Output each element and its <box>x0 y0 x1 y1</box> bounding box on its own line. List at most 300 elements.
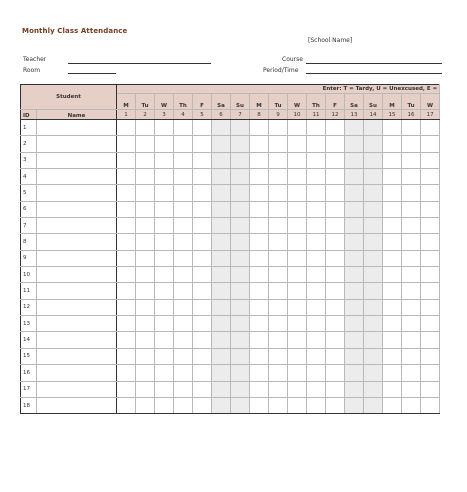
attendance-cell[interactable] <box>345 185 364 201</box>
attendance-cell[interactable] <box>288 397 307 413</box>
attendance-cell[interactable] <box>383 152 402 168</box>
attendance-cell[interactable] <box>136 316 155 332</box>
attendance-cell[interactable] <box>288 283 307 299</box>
attendance-cell[interactable] <box>174 283 193 299</box>
attendance-cell[interactable] <box>421 185 440 201</box>
attendance-cell[interactable] <box>250 169 269 185</box>
attendance-cell[interactable] <box>345 169 364 185</box>
attendance-cell[interactable] <box>269 348 288 364</box>
attendance-cell[interactable] <box>117 120 136 136</box>
attendance-cell[interactable] <box>421 218 440 234</box>
attendance-cell[interactable] <box>307 397 326 413</box>
attendance-cell[interactable] <box>155 201 174 217</box>
attendance-cell[interactable] <box>326 299 345 315</box>
attendance-cell[interactable] <box>269 250 288 266</box>
student-name-cell[interactable] <box>37 250 117 266</box>
attendance-cell[interactable] <box>345 365 364 381</box>
attendance-cell[interactable] <box>174 316 193 332</box>
attendance-cell[interactable] <box>250 299 269 315</box>
attendance-cell[interactable] <box>117 283 136 299</box>
attendance-cell[interactable] <box>326 381 345 397</box>
attendance-cell[interactable] <box>136 152 155 168</box>
attendance-cell[interactable] <box>307 283 326 299</box>
attendance-cell[interactable] <box>155 234 174 250</box>
attendance-cell[interactable] <box>421 169 440 185</box>
attendance-cell[interactable] <box>136 218 155 234</box>
attendance-cell[interactable] <box>307 332 326 348</box>
attendance-cell[interactable] <box>155 185 174 201</box>
attendance-cell[interactable] <box>364 185 383 201</box>
attendance-cell[interactable] <box>326 365 345 381</box>
student-name-cell[interactable] <box>37 185 117 201</box>
student-name-cell[interactable] <box>37 316 117 332</box>
attendance-cell[interactable] <box>212 299 231 315</box>
attendance-cell[interactable] <box>250 201 269 217</box>
attendance-cell[interactable] <box>212 267 231 283</box>
attendance-cell[interactable] <box>326 169 345 185</box>
attendance-cell[interactable] <box>345 201 364 217</box>
attendance-cell[interactable] <box>250 136 269 152</box>
attendance-cell[interactable] <box>155 381 174 397</box>
course-field[interactable] <box>306 63 442 64</box>
attendance-cell[interactable] <box>307 299 326 315</box>
attendance-cell[interactable] <box>288 218 307 234</box>
attendance-cell[interactable] <box>212 185 231 201</box>
attendance-cell[interactable] <box>421 152 440 168</box>
attendance-cell[interactable] <box>174 348 193 364</box>
attendance-cell[interactable] <box>193 250 212 266</box>
attendance-cell[interactable] <box>288 169 307 185</box>
student-name-cell[interactable] <box>37 234 117 250</box>
attendance-cell[interactable] <box>288 348 307 364</box>
attendance-cell[interactable] <box>383 397 402 413</box>
attendance-cell[interactable] <box>136 348 155 364</box>
student-name-cell[interactable] <box>37 120 117 136</box>
attendance-cell[interactable] <box>231 250 250 266</box>
attendance-cell[interactable] <box>364 169 383 185</box>
attendance-cell[interactable] <box>117 348 136 364</box>
attendance-cell[interactable] <box>193 332 212 348</box>
attendance-cell[interactable] <box>231 316 250 332</box>
attendance-cell[interactable] <box>250 152 269 168</box>
student-name-cell[interactable] <box>37 299 117 315</box>
attendance-cell[interactable] <box>364 201 383 217</box>
attendance-cell[interactable] <box>250 185 269 201</box>
attendance-cell[interactable] <box>402 185 421 201</box>
attendance-cell[interactable] <box>155 267 174 283</box>
attendance-cell[interactable] <box>364 299 383 315</box>
attendance-cell[interactable] <box>421 316 440 332</box>
attendance-cell[interactable] <box>212 218 231 234</box>
attendance-cell[interactable] <box>345 332 364 348</box>
attendance-cell[interactable] <box>117 218 136 234</box>
student-name-cell[interactable] <box>37 332 117 348</box>
attendance-cell[interactable] <box>231 365 250 381</box>
attendance-cell[interactable] <box>193 136 212 152</box>
attendance-cell[interactable] <box>364 152 383 168</box>
attendance-cell[interactable] <box>326 316 345 332</box>
attendance-cell[interactable] <box>383 185 402 201</box>
attendance-cell[interactable] <box>155 365 174 381</box>
attendance-cell[interactable] <box>421 299 440 315</box>
attendance-cell[interactable] <box>193 234 212 250</box>
student-name-cell[interactable] <box>37 365 117 381</box>
attendance-cell[interactable] <box>364 250 383 266</box>
attendance-cell[interactable] <box>307 120 326 136</box>
attendance-cell[interactable] <box>193 381 212 397</box>
attendance-cell[interactable] <box>136 234 155 250</box>
attendance-cell[interactable] <box>212 169 231 185</box>
attendance-cell[interactable] <box>136 365 155 381</box>
attendance-cell[interactable] <box>269 397 288 413</box>
student-name-cell[interactable] <box>37 169 117 185</box>
attendance-cell[interactable] <box>193 201 212 217</box>
attendance-cell[interactable] <box>269 185 288 201</box>
attendance-cell[interactable] <box>364 381 383 397</box>
attendance-cell[interactable] <box>288 299 307 315</box>
attendance-cell[interactable] <box>307 250 326 266</box>
attendance-cell[interactable] <box>269 152 288 168</box>
attendance-cell[interactable] <box>174 299 193 315</box>
attendance-cell[interactable] <box>345 381 364 397</box>
attendance-cell[interactable] <box>155 397 174 413</box>
attendance-cell[interactable] <box>212 250 231 266</box>
attendance-cell[interactable] <box>326 332 345 348</box>
attendance-cell[interactable] <box>421 365 440 381</box>
attendance-cell[interactable] <box>402 299 421 315</box>
attendance-cell[interactable] <box>383 267 402 283</box>
attendance-cell[interactable] <box>155 169 174 185</box>
attendance-cell[interactable] <box>231 381 250 397</box>
attendance-cell[interactable] <box>345 283 364 299</box>
attendance-cell[interactable] <box>269 218 288 234</box>
attendance-cell[interactable] <box>421 136 440 152</box>
attendance-cell[interactable] <box>421 381 440 397</box>
attendance-cell[interactable] <box>364 365 383 381</box>
attendance-cell[interactable] <box>117 136 136 152</box>
attendance-cell[interactable] <box>269 136 288 152</box>
attendance-cell[interactable] <box>307 218 326 234</box>
attendance-cell[interactable] <box>288 152 307 168</box>
attendance-cell[interactable] <box>288 136 307 152</box>
attendance-cell[interactable] <box>288 185 307 201</box>
attendance-cell[interactable] <box>250 283 269 299</box>
attendance-cell[interactable] <box>155 250 174 266</box>
attendance-cell[interactable] <box>345 120 364 136</box>
attendance-cell[interactable] <box>421 332 440 348</box>
attendance-cell[interactable] <box>117 365 136 381</box>
attendance-cell[interactable] <box>212 397 231 413</box>
attendance-cell[interactable] <box>155 348 174 364</box>
attendance-cell[interactable] <box>364 332 383 348</box>
room-field[interactable] <box>68 73 116 74</box>
attendance-cell[interactable] <box>136 332 155 348</box>
attendance-cell[interactable] <box>155 332 174 348</box>
attendance-cell[interactable] <box>250 316 269 332</box>
attendance-cell[interactable] <box>383 169 402 185</box>
attendance-cell[interactable] <box>250 365 269 381</box>
attendance-cell[interactable] <box>231 120 250 136</box>
attendance-cell[interactable] <box>364 218 383 234</box>
attendance-cell[interactable] <box>174 381 193 397</box>
attendance-cell[interactable] <box>383 250 402 266</box>
attendance-cell[interactable] <box>288 250 307 266</box>
attendance-cell[interactable] <box>383 348 402 364</box>
attendance-cell[interactable] <box>117 397 136 413</box>
attendance-cell[interactable] <box>193 299 212 315</box>
attendance-cell[interactable] <box>193 397 212 413</box>
attendance-cell[interactable] <box>231 283 250 299</box>
attendance-cell[interactable] <box>345 316 364 332</box>
attendance-cell[interactable] <box>117 169 136 185</box>
attendance-cell[interactable] <box>231 234 250 250</box>
attendance-cell[interactable] <box>136 169 155 185</box>
attendance-cell[interactable] <box>383 316 402 332</box>
attendance-cell[interactable] <box>117 185 136 201</box>
student-name-cell[interactable] <box>37 381 117 397</box>
attendance-cell[interactable] <box>326 250 345 266</box>
student-name-cell[interactable] <box>37 201 117 217</box>
attendance-cell[interactable] <box>155 120 174 136</box>
attendance-cell[interactable] <box>288 365 307 381</box>
attendance-cell[interactable] <box>345 250 364 266</box>
student-name-cell[interactable] <box>37 283 117 299</box>
attendance-cell[interactable] <box>269 316 288 332</box>
attendance-cell[interactable] <box>231 201 250 217</box>
attendance-cell[interactable] <box>117 234 136 250</box>
attendance-cell[interactable] <box>155 136 174 152</box>
attendance-cell[interactable] <box>250 120 269 136</box>
attendance-cell[interactable] <box>402 234 421 250</box>
attendance-cell[interactable] <box>402 381 421 397</box>
attendance-cell[interactable] <box>250 250 269 266</box>
attendance-cell[interactable] <box>421 120 440 136</box>
attendance-cell[interactable] <box>231 348 250 364</box>
attendance-cell[interactable] <box>193 365 212 381</box>
attendance-cell[interactable] <box>136 201 155 217</box>
attendance-cell[interactable] <box>155 299 174 315</box>
attendance-cell[interactable] <box>288 120 307 136</box>
attendance-cell[interactable] <box>288 316 307 332</box>
attendance-cell[interactable] <box>117 267 136 283</box>
attendance-cell[interactable] <box>250 381 269 397</box>
attendance-cell[interactable] <box>421 397 440 413</box>
student-name-cell[interactable] <box>37 348 117 364</box>
student-name-cell[interactable] <box>37 152 117 168</box>
attendance-cell[interactable] <box>383 136 402 152</box>
attendance-cell[interactable] <box>174 169 193 185</box>
attendance-cell[interactable] <box>421 250 440 266</box>
attendance-cell[interactable] <box>326 152 345 168</box>
attendance-cell[interactable] <box>212 120 231 136</box>
attendance-cell[interactable] <box>212 201 231 217</box>
attendance-cell[interactable] <box>307 169 326 185</box>
attendance-cell[interactable] <box>402 316 421 332</box>
attendance-cell[interactable] <box>193 316 212 332</box>
attendance-cell[interactable] <box>288 234 307 250</box>
attendance-cell[interactable] <box>174 218 193 234</box>
attendance-cell[interactable] <box>383 299 402 315</box>
attendance-cell[interactable] <box>345 299 364 315</box>
student-name-cell[interactable] <box>37 267 117 283</box>
attendance-cell[interactable] <box>307 152 326 168</box>
attendance-cell[interactable] <box>345 267 364 283</box>
teacher-field[interactable] <box>68 63 211 64</box>
attendance-cell[interactable] <box>421 348 440 364</box>
attendance-cell[interactable] <box>307 185 326 201</box>
attendance-cell[interactable] <box>250 267 269 283</box>
attendance-cell[interactable] <box>231 169 250 185</box>
attendance-cell[interactable] <box>231 267 250 283</box>
attendance-cell[interactable] <box>212 152 231 168</box>
attendance-cell[interactable] <box>402 365 421 381</box>
attendance-cell[interactable] <box>136 397 155 413</box>
period-field[interactable] <box>306 73 442 74</box>
attendance-cell[interactable] <box>345 218 364 234</box>
attendance-cell[interactable] <box>193 169 212 185</box>
attendance-cell[interactable] <box>421 283 440 299</box>
attendance-cell[interactable] <box>307 201 326 217</box>
attendance-cell[interactable] <box>383 120 402 136</box>
attendance-cell[interactable] <box>307 234 326 250</box>
attendance-cell[interactable] <box>269 365 288 381</box>
attendance-cell[interactable] <box>402 201 421 217</box>
attendance-cell[interactable] <box>117 201 136 217</box>
attendance-cell[interactable] <box>402 218 421 234</box>
attendance-cell[interactable] <box>307 348 326 364</box>
attendance-cell[interactable] <box>231 152 250 168</box>
attendance-cell[interactable] <box>174 120 193 136</box>
attendance-cell[interactable] <box>117 316 136 332</box>
attendance-cell[interactable] <box>212 234 231 250</box>
attendance-cell[interactable] <box>212 332 231 348</box>
attendance-cell[interactable] <box>231 218 250 234</box>
student-name-cell[interactable] <box>37 397 117 413</box>
attendance-cell[interactable] <box>326 120 345 136</box>
attendance-cell[interactable] <box>250 348 269 364</box>
attendance-cell[interactable] <box>326 234 345 250</box>
attendance-cell[interactable] <box>364 397 383 413</box>
attendance-cell[interactable] <box>383 234 402 250</box>
attendance-cell[interactable] <box>364 234 383 250</box>
attendance-cell[interactable] <box>174 185 193 201</box>
attendance-cell[interactable] <box>193 267 212 283</box>
attendance-cell[interactable] <box>345 397 364 413</box>
attendance-cell[interactable] <box>250 332 269 348</box>
attendance-cell[interactable] <box>231 299 250 315</box>
attendance-cell[interactable] <box>288 332 307 348</box>
attendance-cell[interactable] <box>402 332 421 348</box>
attendance-cell[interactable] <box>231 185 250 201</box>
attendance-cell[interactable] <box>269 332 288 348</box>
attendance-cell[interactable] <box>402 348 421 364</box>
student-name-cell[interactable] <box>37 218 117 234</box>
attendance-cell[interactable] <box>269 201 288 217</box>
attendance-cell[interactable] <box>421 234 440 250</box>
attendance-cell[interactable] <box>402 120 421 136</box>
attendance-cell[interactable] <box>307 381 326 397</box>
attendance-cell[interactable] <box>117 250 136 266</box>
attendance-cell[interactable] <box>117 152 136 168</box>
attendance-cell[interactable] <box>364 120 383 136</box>
attendance-cell[interactable] <box>364 316 383 332</box>
attendance-cell[interactable] <box>326 397 345 413</box>
attendance-cell[interactable] <box>231 397 250 413</box>
attendance-cell[interactable] <box>326 267 345 283</box>
attendance-cell[interactable] <box>193 348 212 364</box>
attendance-cell[interactable] <box>326 283 345 299</box>
attendance-cell[interactable] <box>250 397 269 413</box>
attendance-cell[interactable] <box>345 348 364 364</box>
attendance-cell[interactable] <box>193 283 212 299</box>
attendance-cell[interactable] <box>193 120 212 136</box>
attendance-cell[interactable] <box>402 152 421 168</box>
attendance-cell[interactable] <box>212 136 231 152</box>
attendance-cell[interactable] <box>193 218 212 234</box>
attendance-cell[interactable] <box>364 136 383 152</box>
attendance-cell[interactable] <box>174 365 193 381</box>
attendance-cell[interactable] <box>136 283 155 299</box>
attendance-cell[interactable] <box>155 316 174 332</box>
attendance-cell[interactable] <box>269 169 288 185</box>
attendance-cell[interactable] <box>421 201 440 217</box>
attendance-cell[interactable] <box>402 397 421 413</box>
attendance-cell[interactable] <box>402 283 421 299</box>
attendance-cell[interactable] <box>136 136 155 152</box>
attendance-cell[interactable] <box>402 267 421 283</box>
attendance-cell[interactable] <box>288 267 307 283</box>
attendance-cell[interactable] <box>364 283 383 299</box>
attendance-cell[interactable] <box>383 381 402 397</box>
attendance-cell[interactable] <box>269 234 288 250</box>
attendance-cell[interactable] <box>212 316 231 332</box>
attendance-cell[interactable] <box>307 267 326 283</box>
attendance-cell[interactable] <box>345 136 364 152</box>
attendance-cell[interactable] <box>174 136 193 152</box>
attendance-cell[interactable] <box>193 152 212 168</box>
attendance-cell[interactable] <box>155 218 174 234</box>
attendance-cell[interactable] <box>421 267 440 283</box>
attendance-cell[interactable] <box>174 152 193 168</box>
attendance-cell[interactable] <box>174 332 193 348</box>
attendance-cell[interactable] <box>155 283 174 299</box>
attendance-cell[interactable] <box>231 332 250 348</box>
attendance-cell[interactable] <box>269 381 288 397</box>
attendance-cell[interactable] <box>174 397 193 413</box>
attendance-cell[interactable] <box>269 299 288 315</box>
attendance-cell[interactable] <box>307 136 326 152</box>
attendance-cell[interactable] <box>136 299 155 315</box>
attendance-cell[interactable] <box>402 250 421 266</box>
attendance-cell[interactable] <box>326 348 345 364</box>
attendance-cell[interactable] <box>269 283 288 299</box>
attendance-cell[interactable] <box>269 267 288 283</box>
attendance-cell[interactable] <box>364 348 383 364</box>
attendance-cell[interactable] <box>136 120 155 136</box>
attendance-cell[interactable] <box>117 332 136 348</box>
student-name-cell[interactable] <box>37 136 117 152</box>
attendance-cell[interactable] <box>117 299 136 315</box>
attendance-cell[interactable] <box>136 250 155 266</box>
attendance-cell[interactable] <box>307 316 326 332</box>
attendance-cell[interactable] <box>383 283 402 299</box>
attendance-cell[interactable] <box>117 381 136 397</box>
attendance-cell[interactable] <box>383 218 402 234</box>
attendance-cell[interactable] <box>212 283 231 299</box>
attendance-cell[interactable] <box>231 136 250 152</box>
attendance-cell[interactable] <box>212 365 231 381</box>
attendance-cell[interactable] <box>288 381 307 397</box>
